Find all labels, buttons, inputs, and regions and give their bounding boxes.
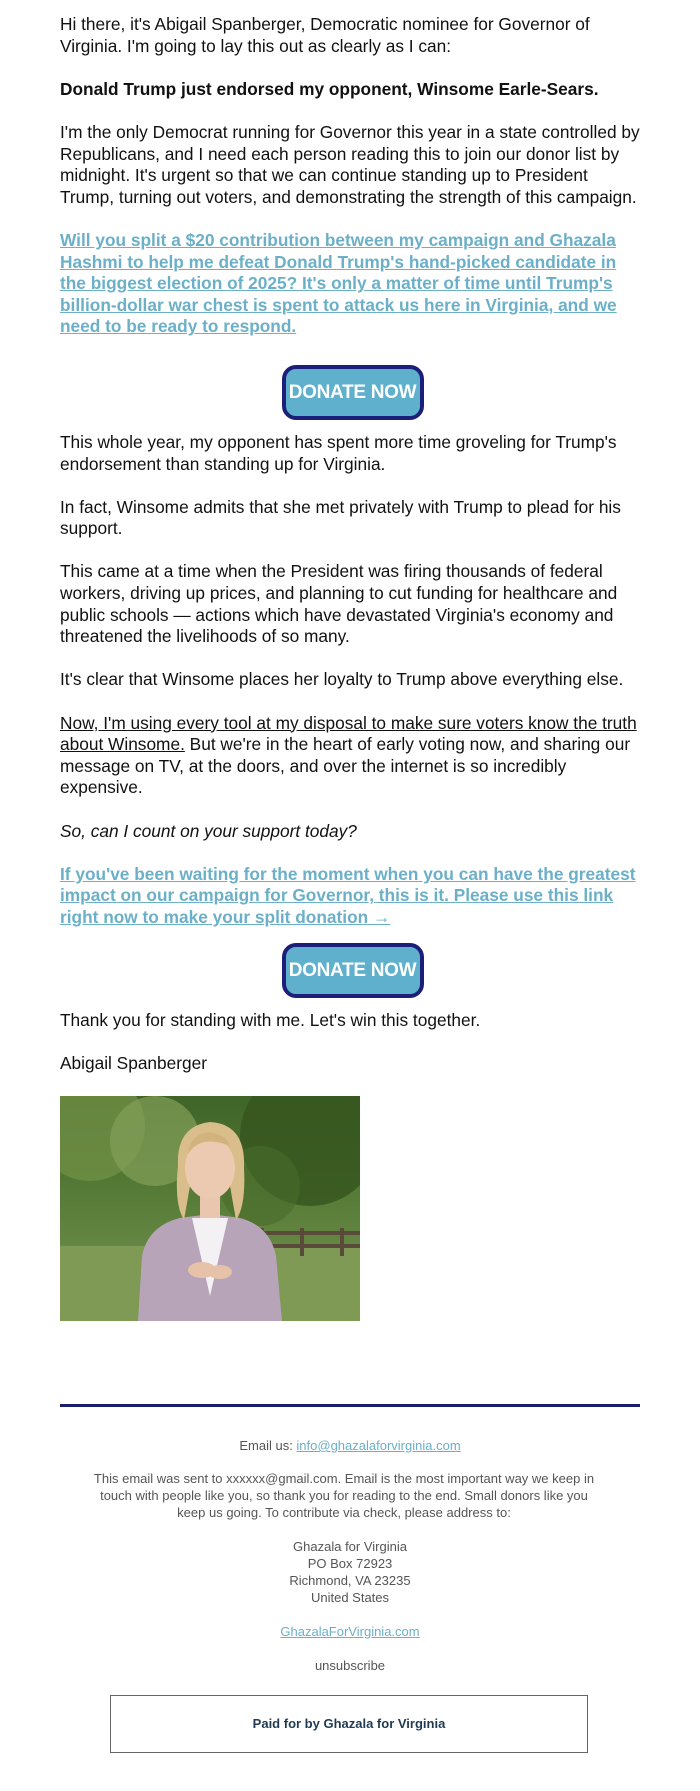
email-body <box>60 14 645 1321</box>
footer-website-line <box>60 1623 640 1640</box>
paid-for-disclaimer: Paid for by Ghazala for Virginia <box>110 1695 588 1753</box>
donate-row-1 <box>60 365 645 420</box>
address-line-2: PO Box 72923 <box>307 1556 393 1571</box>
donate-now-button[interactable]: DONATE NOW <box>282 365 424 420</box>
body-paragraph-5: It's clear that Winsome places her loyalty to Trump above everything else. <box>60 669 624 690</box>
closing-line: Thank you for standing with me. Let's win this together. <box>60 1009 481 1030</box>
truth-about-winsome-link[interactable]: Now, I'm using every tool at my disposal to make sure voters know the truth about Winsome. <box>60 712 637 755</box>
footer-address <box>60 1538 640 1606</box>
body-paragraph-6 <box>60 713 645 799</box>
donate-now-button-2[interactable]: DONATE NOW <box>282 943 424 998</box>
body-paragraph-4: This came at a time when the President was firing thousands of federal workers, driving up prices, and planning to cut funding for healthcare and public schools — actions which have devastated Virginia's economy and threatened the livelihoods of so many. <box>60 561 618 647</box>
address-line-1: Ghazala for Virginia <box>293 1539 407 1554</box>
address-line-3: Richmond, VA 23235 <box>289 1573 411 1588</box>
split-donation-link-2[interactable]: If you've been waiting for the moment when you can have the greatest impact on our campaign for Governor, this is it. Please use this link right now to make your split donation → <box>60 863 636 927</box>
footer-email-label: Email us: <box>239 1438 297 1453</box>
unsubscribe-link[interactable]: unsubscribe <box>314 1658 386 1673</box>
headline: Donald Trump just endorsed my opponent, Winsome Earle-Sears. <box>60 78 599 99</box>
donate-row-2 <box>60 943 645 998</box>
support-question: So, can I count on your support today? <box>60 820 357 841</box>
body-paragraph-1: I'm the only Democrat running for Governor this year in a state controlled by Republicans, and I need each person reading this to join our donor list by midnight. It's urgent so that we can continue standing up to President Trump, turning out voters, and demonstrating the strength of this campaign. <box>60 121 640 207</box>
candidate-portrait-image <box>60 1096 360 1321</box>
footer-email-line <box>60 1437 640 1454</box>
footer-email-link[interactable]: info@ghazalaforvirginia.com <box>296 1438 461 1453</box>
signature: Abigail Spanberger <box>60 1052 207 1073</box>
candidate-photo <box>60 1096 360 1321</box>
body-paragraph-6-text: But we're in the heart of early voting now, and sharing our message on TV, at the doors, and over the internet is so incredibly expensive. <box>60 734 631 798</box>
footer <box>60 1437 640 1674</box>
footer-website-link[interactable]: GhazalaForVirginia.com <box>280 1624 420 1639</box>
footer-notice: This email was sent to xxxxxx@gmail.com. Email is the most important way we keep in touch with people like you, so thank you for reading to the end. Small donors like you keep us going. To contribute via check, please address to: <box>93 1471 595 1520</box>
footer-divider <box>60 1404 640 1407</box>
intro-paragraph: Hi there, it's Abigail Spanberger, Democratic nominee for Governor of Virginia. I'm going to lay this out as clearly as I can: <box>60 14 590 56</box>
body-paragraph-3: In fact, Winsome admits that she met privately with Trump to plead for his support. <box>60 496 621 539</box>
split-donation-link[interactable]: Will you split a $20 contribution between my campaign and Ghazala Hashmi to help me defeat Donald Trump's hand-picked candidate in the biggest election of 2025? It's only a matter of time until Trump's billion-dollar war chest is spent to attack us here in Virginia, and we need to be ready to respond. <box>60 229 617 337</box>
address-line-4: United States <box>310 1590 390 1605</box>
body-paragraph-2: This whole year, my opponent has spent more time groveling for Trump's endorsement than standing up for Virginia. <box>60 431 617 474</box>
